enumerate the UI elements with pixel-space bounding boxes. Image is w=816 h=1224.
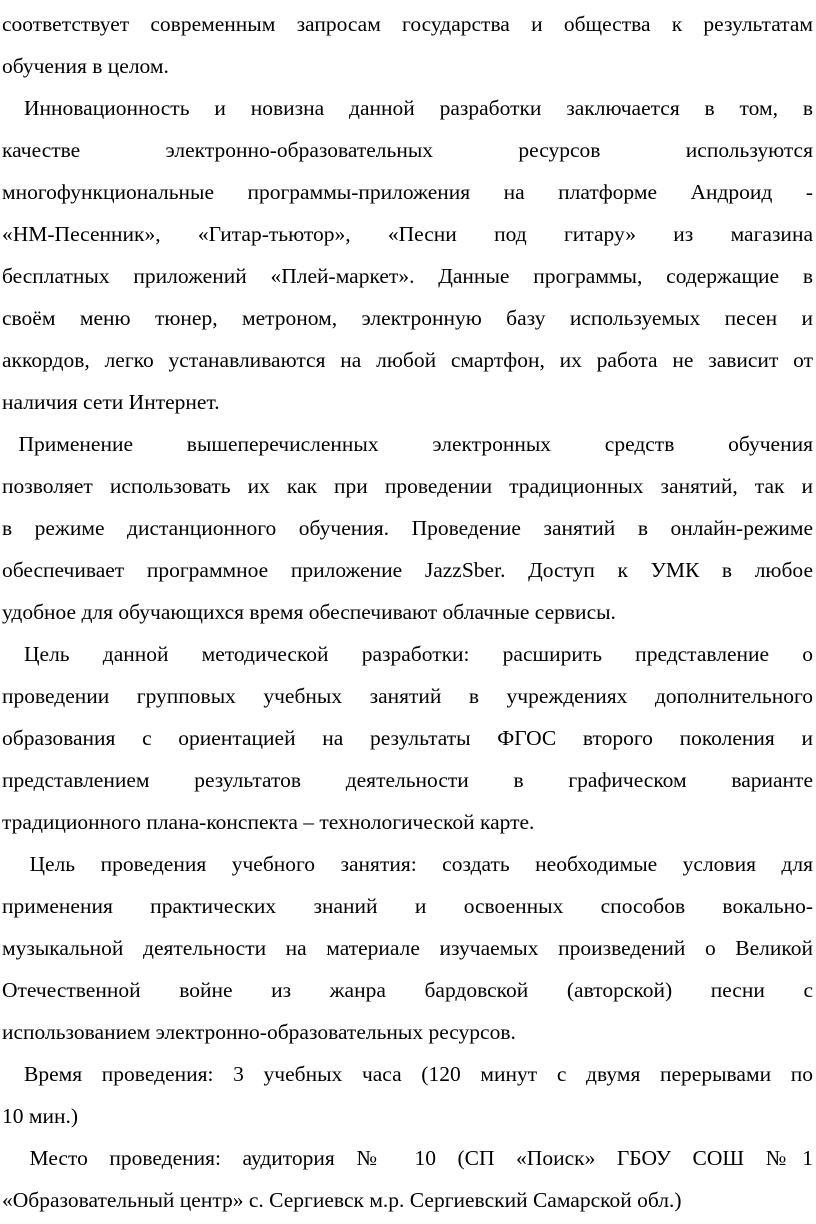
text-line: «Образовательный центр» с. Сергиевск м.р. Сергиевский Самарской обл.) — [2, 1188, 682, 1212]
text-line: своём меню тюнер, метроном, электронную базу используемых песен и — [2, 306, 813, 330]
text-line: Применение вышеперечисленных электронных средств обучения — [18, 432, 813, 456]
text-line: позволяет использовать их как при проведении традиционных занятий, так и — [2, 474, 813, 498]
text-line: 10 мин.) — [2, 1104, 79, 1128]
text-line: качестве электронно-образовательных ресурсов используются — [2, 138, 813, 162]
text-line: применения практических знаний и освоенных способов вокально- — [2, 894, 813, 918]
text-line: Цель данной методической разработки: расширить представление о — [24, 642, 813, 666]
text-line: проведении групповых учебных занятий в учреждениях дополнительного — [2, 684, 813, 708]
text-line: традиционного плана-конспекта – технологической карте. — [2, 810, 535, 834]
text-line: наличия сети Интернет. — [2, 390, 220, 414]
text-line: Инновационность и новизна данной разработки заключается в том, в — [24, 96, 813, 120]
text-line: Время проведения: 3 учебных часа (120 минут с двумя перерывами по — [24, 1062, 813, 1086]
text-line: музыкальной деятельности на материале изучаемых произведений о Великой — [2, 936, 813, 960]
text-line: удобное для обучающихся время обеспечивают облачные сервисы. — [2, 600, 616, 624]
text-line: образования с ориентацией на результаты ФГОС второго поколения и — [2, 726, 813, 750]
text-line: соответствует современным запросам государства и общества к результатам — [2, 12, 813, 36]
text-line: «НМ-Песенник», «Гитар-тьютор», «Песни под гитару» из магазина — [2, 222, 813, 246]
text-line: обучения в целом. — [2, 54, 169, 78]
text-line: в режиме дистанционного обучения. Проведение занятий в онлайн-режиме — [2, 516, 813, 540]
text-line: представлением результатов деятельности в графическом варианте — [2, 768, 813, 792]
text-line: Место проведения: аудитория № 10 (СП «Поиск» ГБОУ СОШ №1 — [29, 1146, 813, 1170]
text-line: бесплатных приложений «Плей-маркет». Данные программы, содержащие в — [2, 264, 813, 288]
text-line: многофункциональные программы-приложения на платформе Андроид - — [2, 180, 813, 204]
text-line: использованием электронно-образовательных ресурсов. — [2, 1020, 516, 1044]
text-line: Цель проведения учебного занятия: создать необходимые условия для — [29, 852, 813, 876]
text-line: обеспечивает программное приложение JazzSber. Доступ к УМК в любое — [2, 558, 813, 582]
text-line: аккордов, легко устанавливаются на любой смартфон, их работа не зависит от — [2, 348, 813, 372]
text-line: Отечественной войне из жанра бардовской (авторской) песни с — [2, 978, 813, 1002]
